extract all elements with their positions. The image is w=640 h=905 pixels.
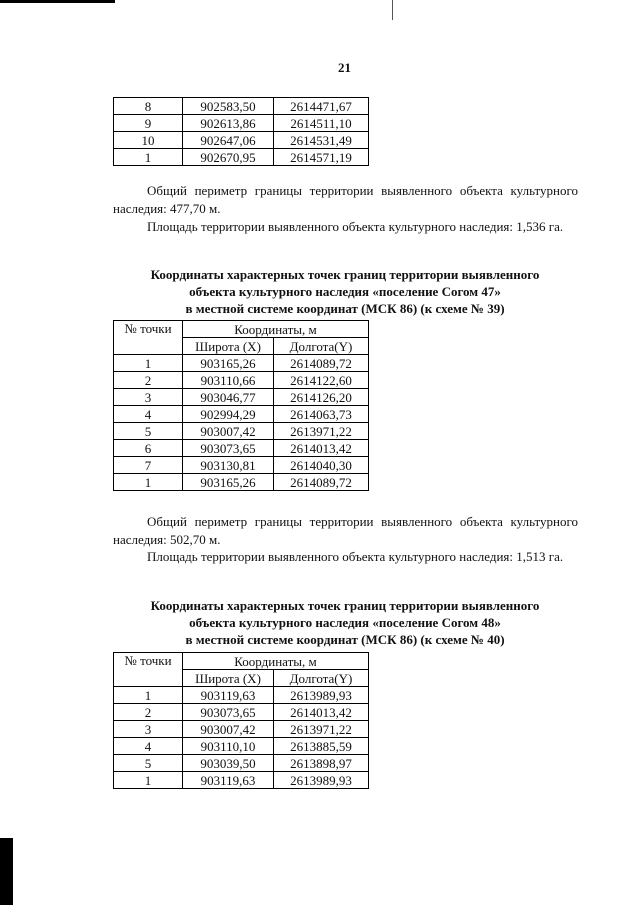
table-row	[114, 355, 369, 372]
table-row	[114, 406, 369, 423]
heading-line: Координаты характерных точек границ территории выявленного	[150, 267, 540, 282]
longitude-cell: 2614013,42	[274, 440, 369, 457]
table-row	[114, 755, 369, 772]
point-number-cell: 8	[114, 98, 183, 115]
point-number-cell: 5	[114, 423, 183, 440]
longitude-cell: 2614089,72	[274, 474, 369, 491]
longitude-cell: 2614040,30	[274, 457, 369, 474]
longitude-cell: 2614126,20	[274, 389, 369, 406]
column-header-coords: Координаты, м	[183, 321, 369, 338]
latitude-cell: 903046,77	[183, 389, 274, 406]
latitude-cell: 903073,65	[183, 440, 274, 457]
table-row	[114, 474, 369, 491]
column-header-x: Широта (X)	[183, 338, 274, 355]
point-number-cell: 1	[114, 687, 183, 704]
latitude-cell: 902583,50	[183, 98, 274, 115]
latitude-cell: 903119,63	[183, 772, 274, 789]
point-number-cell: 2	[114, 372, 183, 389]
point-number-cell: 4	[114, 406, 183, 423]
area-paragraph	[113, 218, 578, 236]
column-header-y: Долгота(Y)	[274, 338, 369, 355]
latitude-cell: 902670,95	[183, 149, 274, 166]
section-heading	[110, 597, 580, 648]
scan-artifact-right	[392, 0, 393, 20]
latitude-cell: 903110,10	[183, 738, 274, 755]
longitude-cell: 2613898,97	[274, 755, 369, 772]
longitude-cell: 2613885,59	[274, 738, 369, 755]
perimeter-text: Общий периметр границы территории выявленного объекта культурного наследия: 502,70 м.	[113, 514, 578, 547]
table-row	[114, 115, 369, 132]
longitude-cell: 2613989,93	[274, 772, 369, 789]
table-row	[114, 687, 369, 704]
longitude-cell: 2614571,19	[274, 149, 369, 166]
point-number-cell: 1	[114, 474, 183, 491]
table-row	[114, 372, 369, 389]
coordinates-table	[113, 652, 369, 789]
point-number-cell: 3	[114, 721, 183, 738]
scan-artifact-top	[0, 0, 115, 3]
point-number-cell: 5	[114, 755, 183, 772]
longitude-cell: 2614531,49	[274, 132, 369, 149]
latitude-cell: 903110,66	[183, 372, 274, 389]
latitude-cell: 903119,63	[183, 687, 274, 704]
latitude-cell: 903039,50	[183, 755, 274, 772]
heading-line: объекта культурного наследия «поселение Согом 47»	[189, 284, 501, 299]
table-row	[114, 721, 369, 738]
area-text: Площадь территории выявленного объекта культурного наследия: 1,513 га.	[147, 549, 564, 564]
longitude-cell: 2613971,22	[274, 721, 369, 738]
longitude-cell: 2614122,60	[274, 372, 369, 389]
table-row	[114, 738, 369, 755]
point-number-cell: 6	[114, 440, 183, 457]
latitude-cell: 903007,42	[183, 721, 274, 738]
longitude-cell: 2614089,72	[274, 355, 369, 372]
point-number-cell: 9	[114, 115, 183, 132]
heading-line: в местной системе координат (МСК 86) (к схеме № 40)	[185, 632, 505, 647]
perimeter-text: Общий периметр границы территории выявленного объекта культурного наследия: 477,70 м.	[113, 183, 578, 216]
table-row	[114, 704, 369, 721]
column-header-number: № точки	[114, 321, 183, 355]
area-text: Площадь территории выявленного объекта культурного наследия: 1,536 га.	[147, 219, 564, 234]
perimeter-paragraph	[113, 182, 578, 218]
longitude-cell: 2613971,22	[274, 423, 369, 440]
column-header-y: Долгота(Y)	[274, 670, 369, 687]
scan-artifact-left-edge	[0, 838, 13, 905]
longitude-cell: 2614511,10	[274, 115, 369, 132]
heading-line: Координаты характерных точек границ территории выявленного	[150, 598, 540, 613]
perimeter-paragraph	[113, 513, 578, 549]
latitude-cell: 902613,86	[183, 115, 274, 132]
table-row	[114, 772, 369, 789]
table-row	[114, 149, 369, 166]
column-header-x: Широта (X)	[183, 670, 274, 687]
longitude-cell: 2614063,73	[274, 406, 369, 423]
table-row	[114, 440, 369, 457]
point-number-cell: 4	[114, 738, 183, 755]
column-header-coords: Координаты, м	[183, 653, 369, 670]
heading-line: объекта культурного наследия «поселение Согом 48»	[189, 615, 501, 630]
table-body	[114, 687, 369, 789]
section-heading	[110, 266, 580, 317]
latitude-cell: 903165,26	[183, 355, 274, 372]
table-row	[114, 389, 369, 406]
longitude-cell: 2614013,42	[274, 704, 369, 721]
table-body	[114, 355, 369, 491]
area-paragraph	[113, 548, 578, 566]
latitude-cell: 902994,29	[183, 406, 274, 423]
table-row	[114, 457, 369, 474]
longitude-cell: 2613989,93	[274, 687, 369, 704]
table-row	[114, 423, 369, 440]
latitude-cell: 903165,26	[183, 474, 274, 491]
longitude-cell: 2614471,67	[274, 98, 369, 115]
table-row	[114, 132, 369, 149]
latitude-cell: 903073,65	[183, 704, 274, 721]
coordinates-table-continued	[113, 97, 369, 166]
column-header-number: № точки	[114, 653, 183, 687]
heading-line: в местной системе координат (МСК 86) (к схеме № 39)	[185, 301, 505, 316]
point-number-cell: 10	[114, 132, 183, 149]
page-number: 21	[338, 60, 351, 75]
latitude-cell: 903130,81	[183, 457, 274, 474]
point-number-cell: 7	[114, 457, 183, 474]
table-body	[114, 98, 369, 166]
point-number-cell: 1	[114, 772, 183, 789]
latitude-cell: 903007,42	[183, 423, 274, 440]
point-number-cell: 2	[114, 704, 183, 721]
coordinates-table	[113, 320, 369, 491]
point-number-cell: 1	[114, 355, 183, 372]
point-number-cell: 3	[114, 389, 183, 406]
latitude-cell: 902647,06	[183, 132, 274, 149]
point-number-cell: 1	[114, 149, 183, 166]
table-row	[114, 98, 369, 115]
